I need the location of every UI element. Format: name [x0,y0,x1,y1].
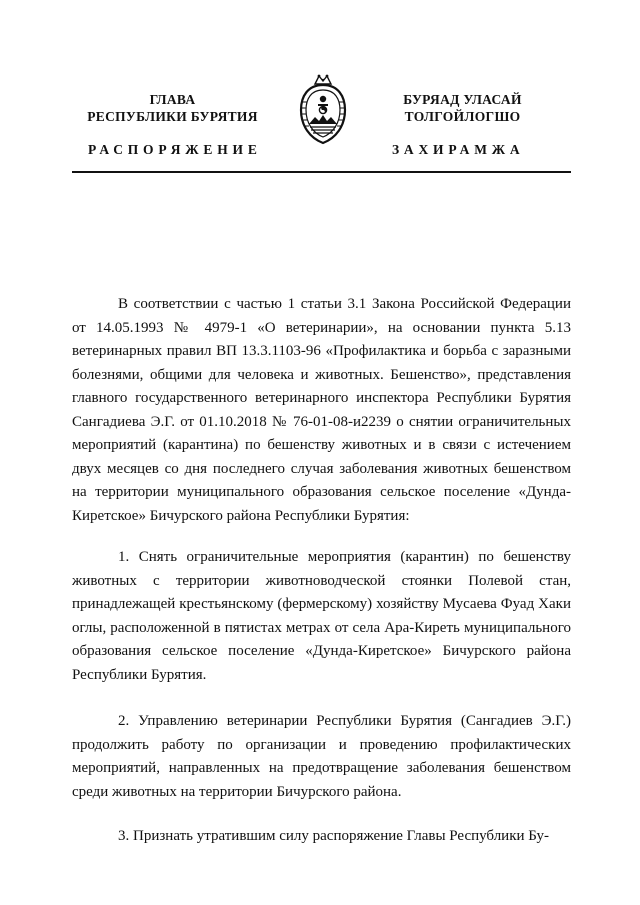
header-left [80,91,265,125]
header-right-line1: БУРЯАД УЛАСАЙ [403,92,522,107]
coat-of-arms-icon [296,72,350,148]
body-preamble: В соответствии с частью 1 статьи 3.1 Закона Российской Федерации от 14.05.1993 № 4979-1 «О ветеринарии», на основании пункта 5.13 ветеринарных правил ВП 13.3.1103-96 «Профилактика и борьба с заразными болезнями, общими для человека и животных. Бешенство», представления главного государственного ветеринарного инспектора Республики Бурятия Сангадиева Э.Г. от 01.10.2018 № 76-01-08-и2239 о снятии ограничительных мероприятий (карантина) по бешенству животных и в связи с истечением двух месяцев со дня последнего случая заболевания животных бешенством на территории муниципального образования сельское поселение «Дунда-Киретское» Бичурского района Республики Бурятия: [72,296,571,524]
body-item-3-block [72,825,571,849]
header-left-line1: ГЛАВА [149,92,196,107]
body-preamble-block [72,293,571,528]
body-item-1-block [72,546,571,687]
header-right-line2: ТОЛГОЙЛОГШО [404,109,521,124]
header-divider [72,171,571,173]
body-item-3: 3. Признать утратившим силу распоряжение Главы Республики Бу- [118,828,550,844]
header-right [365,91,560,125]
body-item-2-block [72,710,571,804]
body-item-2: 2. Управлению ветеринарии Республики Бурятия (Сангадиев Э.Г.) продолжить работу по организации и проведению профилактических мероприятий, направленных на предотвращение заболевания бешенством среди животных на территории Бичурского района. [72,713,571,800]
doc-type-right: ЗАХИРАМЖА [392,142,525,157]
body-item-1: 1. Снять ограничительные мероприятия (карантин) по бешенству животных с территории животноводческой стоянки Полевой стан, принадлежащей крестьянскому (фермерскому) хозяйству Мусаева Фуад Хаки оглы, расположенной в пятистах метрах от села Ара-Киреть муниципального образования сельское поселение «Дунда-Киретское» Бичурского района Республики Бурятия. [72,549,571,683]
header-left-line2: РЕСПУБЛИКИ БУРЯТИЯ [87,109,258,124]
doc-type-left: РАСПОРЯЖЕНИЕ [88,142,262,157]
